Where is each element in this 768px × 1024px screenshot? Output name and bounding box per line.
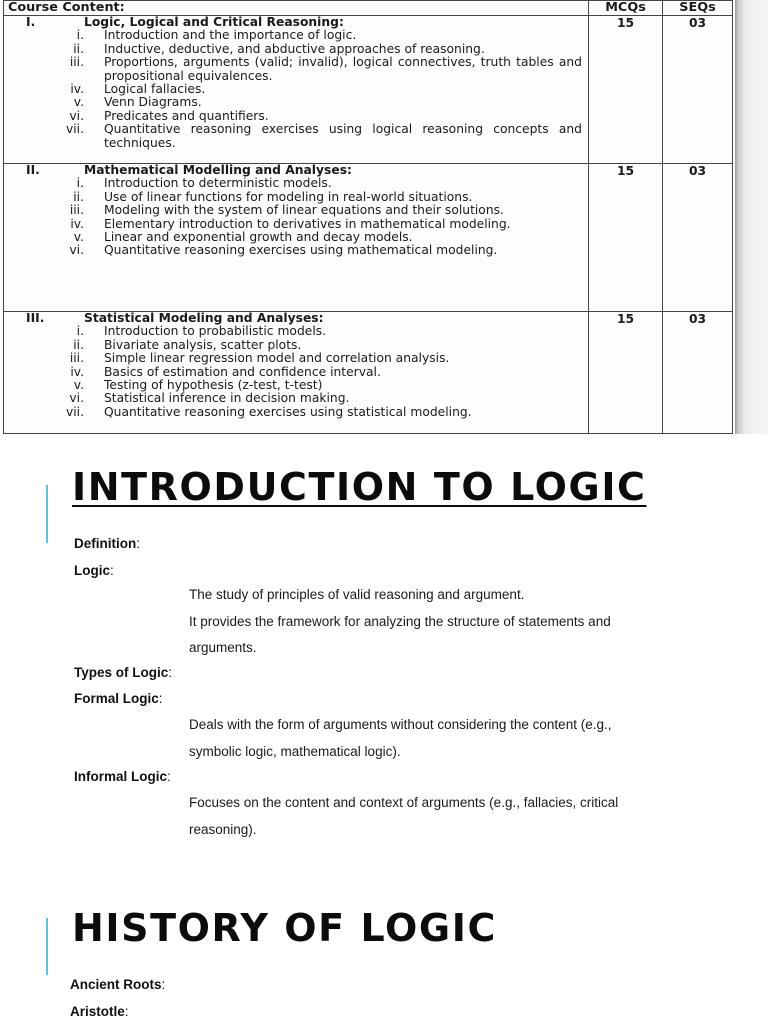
unit-title: Logic, Logical and Critical Reasoning:: [84, 15, 344, 29]
intro-section-title: INTRODUCTION TO LOGIC: [72, 465, 647, 509]
unit-number: II.: [26, 163, 40, 177]
informal-logic-label: Informal Logic:: [74, 769, 171, 784]
definition-label: Definition:: [74, 536, 141, 551]
topic-item: iii. Simple linear regression model and correlation analysis.: [69, 351, 450, 366]
topic-item: i. Introduction to deterministic models.: [76, 176, 332, 191]
syllabus-scan: [0, 0, 768, 434]
topic-item: iv. Basics of estimation and confidence interval.: [70, 364, 381, 379]
topic-item: iv. Logical fallacies.: [70, 82, 206, 97]
topic-item: vii. Quantitative reasoning exercises using statistical modeling.: [65, 404, 472, 419]
topic-item: v. Linear and exponential growth and decay models.: [73, 230, 413, 245]
topic-item: vi. Statistical inference in decision making.: [69, 391, 350, 406]
unit-mcqs-count: 15: [589, 164, 663, 312]
logic-desc-line: The study of principles of valid reasoning and argument.: [189, 587, 525, 602]
ancient-roots-label: Ancient Roots:: [70, 977, 166, 992]
topic-item: vi. Quantitative reasoning exercises using mathematical modeling.: [69, 243, 498, 258]
table-header-row: [4, 1, 733, 16]
scan-page-edge: [735, 0, 768, 434]
mcqs-header: MCQs: [589, 1, 663, 16]
topic-item: v. Venn Diagrams.: [73, 95, 202, 110]
topic-item: iv. Elementary introduction to derivatives in mathematical modeling.: [70, 216, 511, 231]
unit-seqs-count: 03: [663, 312, 733, 434]
types-of-logic-label: Types of Logic:: [74, 665, 173, 680]
unit-seqs-count: 03: [663, 164, 733, 312]
unit-row: [4, 16, 733, 164]
unit-title: Mathematical Modelling and Analyses:: [84, 163, 352, 177]
unit-number: III.: [26, 311, 45, 325]
logic-label: Logic:: [74, 563, 114, 578]
unit-mcqs-count: 15: [589, 312, 663, 434]
logic-desc-line: It provides the framework for analyzing the structure of statements and arguments.: [189, 613, 611, 655]
unit-seqs-count: 03: [663, 16, 733, 164]
unit-row: [4, 312, 733, 434]
informal-logic-description: Focuses on the content and context of arguments (e.g., fallacies, critical reasoning).: [189, 795, 619, 837]
section-accent-bar: [46, 918, 48, 975]
topic-item: vii. Quantitative reasoning exercises using logical reasoning concepts and techniques.: [65, 122, 582, 150]
topic-item: ii. Bivariate analysis, scatter plots.: [73, 337, 302, 352]
topic-item: ii. Inductive, deductive, and abductive approaches of reasoning.: [73, 41, 485, 56]
course-content-table: [3, 0, 733, 434]
topic-item: i. Introduction and the importance of logic.: [76, 28, 357, 43]
formal-logic-description: Deals with the form of arguments without considering the content (e.g., symbolic logic, mathematical logic).: [189, 717, 612, 759]
topic-item: vi. Predicates and quantifiers.: [69, 108, 269, 123]
unit-number: I.: [26, 15, 36, 29]
topic-item: v. Testing of hypothesis (z-test, t-test): [73, 378, 323, 393]
topic-item: i. Introduction to probabilistic models.: [76, 324, 327, 339]
topic-item: iii. Proportions, arguments (valid; invalid), logical connectives, truth tables and propositional equivalences.: [69, 55, 582, 83]
seqs-header: SEQs: [663, 1, 733, 16]
topic-item: iii. Modeling with the system of linear equations and their solutions.: [69, 203, 504, 218]
history-section-title: HISTORY OF LOGIC: [72, 906, 497, 950]
logic-description: [189, 582, 659, 662]
unit-row: [4, 164, 733, 312]
aristotle-label: Aristotle:: [70, 1004, 129, 1019]
unit-title: Statistical Modeling and Analyses:: [84, 311, 324, 325]
unit-mcqs-count: 15: [589, 16, 663, 164]
topic-item: ii. Use of linear functions for modeling in real-world situations.: [73, 189, 473, 204]
formal-logic-label: Formal Logic:: [74, 691, 163, 706]
course-content-header: Course Content:: [4, 1, 589, 16]
section-accent-bar: [46, 485, 48, 543]
